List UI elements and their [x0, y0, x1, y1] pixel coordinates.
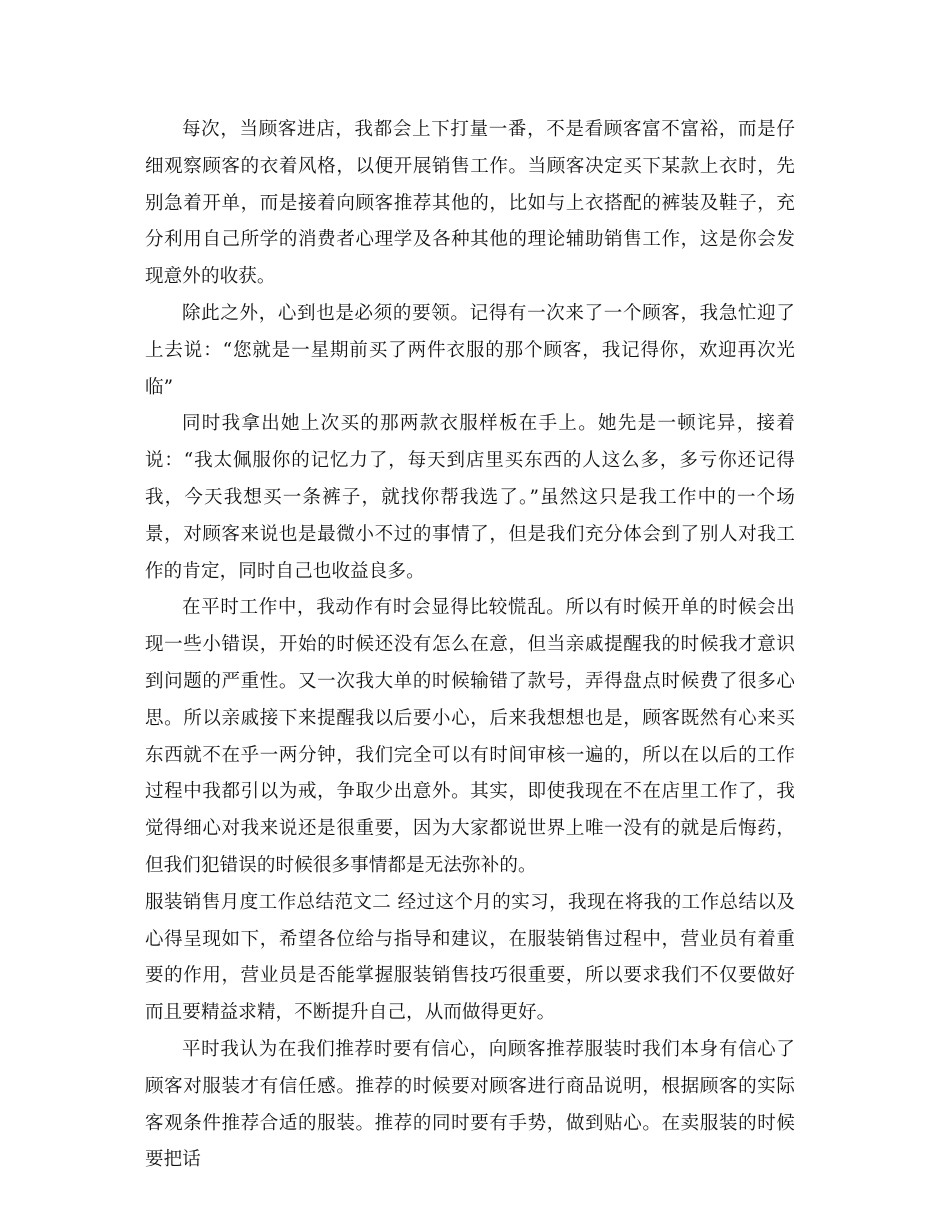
document-body — [145, 112, 795, 1179]
paragraph-3: 同时我拿出她上次买的那两款衣服样板在手上。她先是一顿诧异，接着说：“我太佩服你的记忆力了，每天到店里买东西的人这么多，多亏你还记得我，今天我想买一条裤子，就找你帮我选了。”虽然这只是我工作中的一个场景，对顾客来说也是最微小不过的事情了，但是我们充分体会到了别人对我工作的肯定，同时自己也收益良多。 — [145, 413, 795, 582]
section-first-paragraph: 经过这个月的实习，我现在将我的工作总结以及心得呈现如下，希望各位给与指导和建议，在服装销售过程中，营业员有着重要的作用，营业员是否能掌握服装销售技巧很重要，所以要求我们不仅要做好而且要精益求精，不断提升自己，从而做得更好。 — [145, 891, 796, 1024]
paragraph-2: 除此之外，心到也是必须的要领。记得有一次来了一个顾客，我急忙迎了上去说：“您就是一星期前买了两件衣服的那个顾客，我记得你，欢迎再次光临” — [145, 302, 795, 398]
section-paragraph — [145, 885, 795, 1032]
paragraph-4: 在平时工作中，我动作有时会显得比较慌乱。所以有时候开单的时候会出现一些小错误，开始的时候还没有怎么在意，但当亲戚提醒我的时候我才意识到问题的严重性。又一次我大单的时候输错了款号，弄得盘点时候费了很多心思。所以亲戚接下来提醒我以后要小心，后来我想想也是，顾客既然有心来买东西就不在乎一两分钟，我们完全可以有时间审核一遍的，所以在以后的工作过程中我都引以为戒，争取少出意外。其实，即使我现在不在店里工作了，我觉得细心对我来说还是很重要，因为大家都说世界上唯一没有的就是后悔药，但我们犯错误的时候很多事情都是无法弥补的。 — [145, 597, 795, 876]
paragraph-last: 平时我认为在我们推荐时要有信心，向顾客推荐服装时我们本身有信心了顾客对服装才有信任感。推荐的时候要对顾客进行商品说明，根据顾客的实际客观条件推荐合适的服装。推荐的同时要有手势，做到贴心。在卖服装的时候要把话 — [145, 1038, 795, 1171]
paragraph-1: 每次，当顾客进店，我都会上下打量一番，不是看顾客富不富裕，而是仔细观察顾客的衣着风格，以便开展销售工作。当顾客决定买下某款上衣时，先别急着开单，而是接着向顾客推荐其他的，比如与上衣搭配的裤装及鞋子，充分利用自己所学的消费者心理学及各种其他的理论辅助销售工作，这是你会发现意外的收获。 — [145, 119, 795, 288]
section-heading: 服装销售月度工作总结范文二 — [145, 891, 392, 913]
